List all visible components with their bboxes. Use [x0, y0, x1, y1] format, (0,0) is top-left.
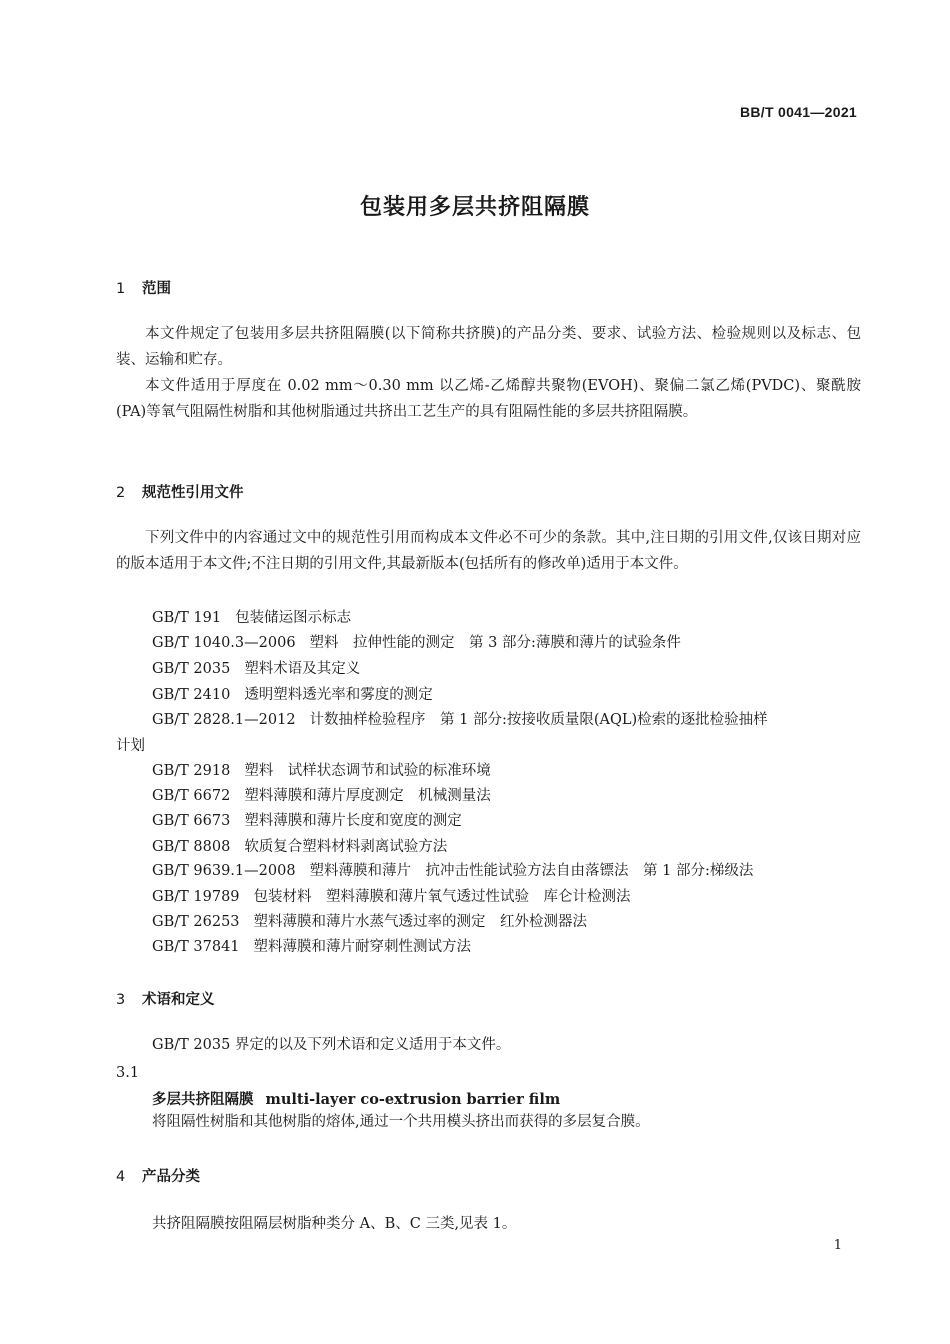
reference-item	[152, 859, 753, 880]
section-title: 范围	[142, 281, 171, 297]
reference-item	[152, 683, 433, 704]
section-2-heading	[116, 481, 244, 502]
reference-item	[152, 631, 681, 652]
terms-intro: GB/T 2035 界定的以及下列术语和定义适用于本文件。	[152, 1037, 511, 1053]
reference-code: GB/T 1040.3—2006	[152, 635, 296, 651]
reference-code: GB/T 37841	[152, 939, 240, 955]
reference-item	[152, 885, 631, 906]
reference-item	[152, 606, 351, 627]
reference-code: GB/T 6673	[152, 813, 231, 829]
reference-title: 塑料薄膜和薄片长度和宽度的测定	[244, 813, 462, 829]
reference-item	[152, 935, 471, 956]
reference-item	[152, 809, 462, 830]
reference-title: 包装储运图示标志	[235, 610, 352, 626]
page-number: 1	[833, 1238, 842, 1253]
reference-title: 塑料 试样状态调节和试验的标准环境	[244, 763, 491, 779]
reference-item	[152, 657, 360, 678]
section-number: 4	[116, 1169, 126, 1185]
reference-title: 塑料薄膜和薄片耐穿刺性测试方法	[253, 939, 472, 955]
reference-code: GB/T 191	[152, 610, 222, 626]
section-number: 3	[116, 992, 126, 1008]
section-title: 术语和定义	[142, 992, 215, 1008]
section-number: 1	[116, 281, 126, 297]
section-1-heading	[116, 277, 171, 298]
references-intro: 下列文件中的内容通过文中的规范性引用而构成本文件必不可少的条款。其中,注日期的引用文件,仅该日期对应的版本适用于本文件;不注日期的引用文件,其最新版本(包括所有的修改单)适用于本文件。	[116, 530, 861, 572]
scope-paragraph-2: 本文件适用于厚度在 0.02 mm～0.30 mm 以乙烯-乙烯醇共聚物(EVOH)、聚偏二氯乙烯(PVDC)、聚酰胺(PA)等氧气阻隔性树脂和其他树脂通过共挤出工艺生产的具有阻隔性能的多层共挤阻隔膜。	[116, 378, 861, 420]
scope-paragraph-1: 本文件规定了包装用多层共挤阻隔膜(以下简称共挤膜)的产品分类、要求、试验方法、检验规则以及标志、包装、运输和贮存。	[116, 326, 861, 368]
reference-item	[152, 759, 491, 780]
reference-code: GB/T 6672	[152, 788, 231, 804]
reference-code: GB/T 2918	[152, 763, 231, 779]
reference-title: 塑料术语及其定义	[244, 661, 361, 677]
reference-title: 软质复合塑料材料剥离试验方法	[244, 839, 448, 855]
term-definition: 将阻隔性树脂和其他树脂的熔体,通过一个共用模头挤出而获得的多层复合膜。	[152, 1114, 650, 1130]
classification-paragraph: 共挤阻隔膜按阻隔层树脂种类分 A、B、C 三类,见表 1。	[152, 1216, 517, 1232]
reference-item	[152, 708, 768, 729]
reference-code: GB/T 9639.1—2008	[152, 863, 296, 879]
reference-item	[152, 784, 491, 805]
reference-code: GB/T 2410	[152, 687, 231, 703]
reference-item-continued	[116, 734, 145, 755]
term-number: 3.1	[116, 1065, 140, 1081]
term-english: multi-layer co-extrusion barrier film	[265, 1091, 561, 1108]
reference-title: 塑料 拉伸性能的测定 第 3 部分:薄膜和薄片的试验条件	[309, 635, 681, 651]
section-4-heading	[116, 1165, 200, 1186]
reference-title: 包装材料 塑料薄膜和薄片氧气透过性试验 库仑计检测法	[253, 889, 631, 905]
section-title: 规范性引用文件	[142, 485, 244, 501]
reference-code: GB/T 2828.1—2012	[152, 712, 296, 728]
section-3-heading	[116, 988, 215, 1009]
reference-title: 计数抽样检验程序 第 1 部分:按接收质量限(AQL)检索的逐批检验抽样	[309, 712, 768, 728]
reference-item	[152, 910, 587, 931]
reference-title: 塑料薄膜和薄片水蒸气透过率的测定 红外检测器法	[253, 914, 588, 930]
reference-title: 塑料薄膜和薄片厚度测定 机械测量法	[244, 788, 491, 804]
term-chinese: 多层共挤阻隔膜	[152, 1092, 254, 1108]
reference-code: GB/T 8808	[152, 839, 231, 855]
term-entry	[152, 1088, 560, 1109]
reference-title: 计划	[116, 738, 145, 754]
standard-code: BB/T 0041—2021	[739, 104, 857, 120]
reference-code: GB/T 2035	[152, 661, 231, 677]
section-title: 产品分类	[142, 1169, 200, 1185]
reference-code: GB/T 19789	[152, 889, 240, 905]
reference-title: 塑料薄膜和薄片 抗冲击性能试验方法自由落镖法 第 1 部分:梯级法	[309, 863, 754, 879]
reference-code: GB/T 26253	[152, 914, 240, 930]
section-number: 2	[116, 485, 126, 501]
reference-title: 透明塑料透光率和雾度的测定	[244, 687, 433, 703]
document-title: 包装用多层共挤阻隔膜	[359, 195, 590, 220]
reference-item	[152, 835, 447, 856]
